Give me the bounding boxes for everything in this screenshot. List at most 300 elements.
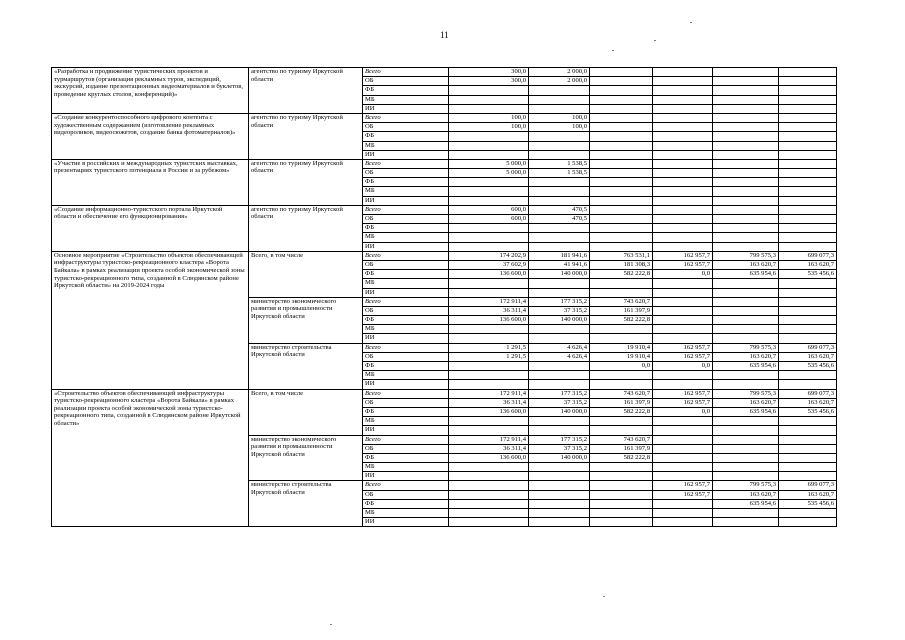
scan-speck xyxy=(654,40,656,41)
amount-cell xyxy=(529,288,590,297)
amount-cell xyxy=(449,279,529,288)
scan-speck xyxy=(690,22,692,23)
amount-cell xyxy=(449,132,529,141)
amount-cell xyxy=(529,104,590,113)
amount-cell xyxy=(590,150,653,159)
amount-cell xyxy=(713,224,779,233)
amount-cell xyxy=(779,77,837,86)
amount-cell xyxy=(653,169,713,178)
amount-cell xyxy=(449,472,529,481)
amount-cell xyxy=(590,113,653,122)
amount-cell xyxy=(449,95,529,104)
amount-cell xyxy=(779,288,837,297)
amount-cell: 163 620,7 xyxy=(713,490,779,499)
amount-cell xyxy=(529,334,590,343)
event-name-cell: «Создание конкурентоспособного цифрового контента с художественным содержанием (изготовление рекламных видеороликов, видеосюжетов, создание банка фотоматериалов)» xyxy=(52,113,249,159)
event-name-cell: «Строительство объектов обеспечивающей инфраструктуры туристско-рекреационного кластера «Ворота Байкала» в рамках реализации проекта особой экономической зоны туристско-рекреационного типа, созданной в Слюдянском районе Иркутской области» xyxy=(52,389,249,527)
amount-cell: 161 397,9 xyxy=(590,444,653,453)
funding-source-cell: МБ xyxy=(363,187,449,196)
amount-cell xyxy=(713,334,779,343)
amount-cell xyxy=(653,472,713,481)
funding-source-cell: ФБ xyxy=(363,407,449,416)
amount-cell: 535 456,6 xyxy=(779,499,837,508)
amount-cell: 0,0 xyxy=(653,362,713,371)
amount-cell xyxy=(590,518,653,527)
scan-speck xyxy=(612,50,614,51)
funding-source-cell: ФБ xyxy=(363,86,449,95)
amount-cell: 0,0 xyxy=(653,407,713,416)
amount-cell xyxy=(779,224,837,233)
amount-cell xyxy=(529,325,590,334)
amount-cell xyxy=(529,224,590,233)
funding-source-cell: ОБ xyxy=(363,169,449,178)
amount-cell xyxy=(779,68,837,77)
executor-cell: агентство по туризму Иркутской области xyxy=(249,68,363,114)
amount-cell xyxy=(713,279,779,288)
amount-cell xyxy=(653,509,713,518)
amount-cell xyxy=(590,205,653,214)
amount-cell xyxy=(713,288,779,297)
amount-cell xyxy=(653,334,713,343)
amount-cell xyxy=(779,196,837,205)
funding-source-cell: Всего xyxy=(363,68,449,77)
amount-cell: 4 626,4 xyxy=(529,352,590,361)
amount-cell: 799 575,3 xyxy=(713,343,779,352)
amount-cell xyxy=(779,205,837,214)
amount-cell: 162 957,7 xyxy=(653,481,713,490)
amount-cell xyxy=(449,518,529,527)
amount-cell xyxy=(779,279,837,288)
amount-cell xyxy=(779,306,837,315)
amount-cell: 300,0 xyxy=(449,77,529,86)
amount-cell: 162 957,7 xyxy=(653,389,713,398)
amount-cell xyxy=(590,169,653,178)
amount-cell: 37 315,2 xyxy=(529,444,590,453)
amount-cell xyxy=(653,150,713,159)
amount-cell xyxy=(653,68,713,77)
amount-cell xyxy=(653,279,713,288)
amount-cell xyxy=(653,215,713,224)
funding-source-cell: ИИ xyxy=(363,288,449,297)
amount-cell xyxy=(449,187,529,196)
amount-cell xyxy=(590,123,653,132)
amount-cell xyxy=(653,113,713,122)
amount-cell xyxy=(713,215,779,224)
amount-cell xyxy=(590,242,653,251)
amount-cell xyxy=(590,334,653,343)
amount-cell xyxy=(529,95,590,104)
amount-cell: 136 600,0 xyxy=(449,270,529,279)
amount-cell xyxy=(653,123,713,132)
amount-cell: 1 291,5 xyxy=(449,352,529,361)
amount-cell xyxy=(449,380,529,389)
amount-cell xyxy=(653,86,713,95)
amount-cell xyxy=(779,463,837,472)
amount-cell xyxy=(779,426,837,435)
executor-cell: Всего, в том числе xyxy=(249,389,363,435)
amount-cell xyxy=(653,95,713,104)
amount-cell: 0,0 xyxy=(653,270,713,279)
amount-cell xyxy=(590,417,653,426)
amount-cell xyxy=(713,178,779,187)
funding-source-cell: ФБ xyxy=(363,132,449,141)
amount-cell xyxy=(449,362,529,371)
event-name-cell: «Разработка и продвижение туристических проектов и турмаршрутов (организация рекламных туров, экспедиций, экскурсий, издание презентационных видеоматериалов и буклетов, проведение круглых столов, конференций)» xyxy=(52,68,249,114)
amount-cell: 162 957,7 xyxy=(653,251,713,260)
funding-source-cell: ФБ xyxy=(363,270,449,279)
amount-cell: 470,5 xyxy=(529,205,590,214)
amount-cell xyxy=(713,77,779,86)
amount-cell xyxy=(449,325,529,334)
amount-cell: 163 620,7 xyxy=(779,490,837,499)
amount-cell xyxy=(779,178,837,187)
amount-cell xyxy=(590,224,653,233)
amount-cell xyxy=(653,417,713,426)
amount-cell xyxy=(713,417,779,426)
amount-cell xyxy=(590,325,653,334)
amount-cell xyxy=(529,242,590,251)
amount-cell xyxy=(449,509,529,518)
amount-cell: 36 311,4 xyxy=(449,398,529,407)
amount-cell xyxy=(590,68,653,77)
amount-cell xyxy=(779,435,837,444)
amount-cell xyxy=(713,306,779,315)
amount-cell xyxy=(713,150,779,159)
amount-cell: 37 315,2 xyxy=(529,398,590,407)
funding-source-cell: ФБ xyxy=(363,224,449,233)
amount-cell xyxy=(713,472,779,481)
amount-cell xyxy=(529,518,590,527)
amount-cell: 0,0 xyxy=(590,362,653,371)
executor-cell: министерство экономического развития и промышленности Иркутской области xyxy=(249,297,363,343)
amount-cell xyxy=(713,435,779,444)
funding-source-cell: ИИ xyxy=(363,242,449,251)
amount-cell xyxy=(653,453,713,462)
amount-cell xyxy=(653,325,713,334)
amount-cell xyxy=(779,104,837,113)
amount-cell xyxy=(590,215,653,224)
amount-cell xyxy=(449,196,529,205)
funding-source-cell: Всего xyxy=(363,343,449,352)
amount-cell xyxy=(590,490,653,499)
amount-cell xyxy=(653,288,713,297)
amount-cell: 600,0 xyxy=(449,215,529,224)
funding-source-cell: МБ xyxy=(363,279,449,288)
amount-cell: 763 531,1 xyxy=(590,251,653,260)
amount-cell xyxy=(529,187,590,196)
amount-cell xyxy=(529,371,590,380)
funding-source-cell: ОБ xyxy=(363,77,449,86)
amount-cell xyxy=(529,279,590,288)
amount-cell xyxy=(713,95,779,104)
amount-cell: 300,0 xyxy=(449,68,529,77)
amount-cell xyxy=(653,316,713,325)
amount-cell xyxy=(449,178,529,187)
amount-cell: 5 000,0 xyxy=(449,159,529,168)
amount-cell: 140 000,0 xyxy=(529,270,590,279)
amount-cell xyxy=(590,472,653,481)
amount-cell xyxy=(529,86,590,95)
amount-cell xyxy=(653,444,713,453)
amount-cell: 4 626,4 xyxy=(529,343,590,352)
funding-source-cell: ФБ xyxy=(363,499,449,508)
amount-cell xyxy=(713,242,779,251)
funding-source-cell: ИИ xyxy=(363,104,449,113)
funding-source-cell: Всего xyxy=(363,205,449,214)
amount-cell: 100,0 xyxy=(449,113,529,122)
amount-cell xyxy=(653,306,713,315)
amount-cell xyxy=(449,334,529,343)
amount-cell xyxy=(653,178,713,187)
amount-cell: 1 538,5 xyxy=(529,159,590,168)
amount-cell: 582 222,8 xyxy=(590,316,653,325)
amount-cell xyxy=(590,509,653,518)
amount-cell xyxy=(713,123,779,132)
amount-cell xyxy=(779,334,837,343)
funding-source-cell: ОБ xyxy=(363,444,449,453)
table-row xyxy=(52,251,837,260)
funding-source-cell: ИИ xyxy=(363,196,449,205)
amount-cell: 100,0 xyxy=(449,123,529,132)
amount-cell xyxy=(713,132,779,141)
amount-cell xyxy=(779,325,837,334)
funding-source-cell: ФБ xyxy=(363,316,449,325)
amount-cell xyxy=(590,132,653,141)
amount-cell xyxy=(713,297,779,306)
amount-cell xyxy=(653,132,713,141)
amount-cell: 535 456,6 xyxy=(779,270,837,279)
amount-cell xyxy=(449,141,529,150)
amount-cell xyxy=(653,233,713,242)
amount-cell xyxy=(713,141,779,150)
amount-cell xyxy=(590,159,653,168)
amount-cell xyxy=(779,86,837,95)
amount-cell xyxy=(713,371,779,380)
amount-cell xyxy=(653,196,713,205)
amount-cell xyxy=(529,132,590,141)
amount-cell: 136 600,0 xyxy=(449,407,529,416)
amount-cell xyxy=(449,371,529,380)
funding-source-cell: Всего xyxy=(363,435,449,444)
amount-cell: 19 910,4 xyxy=(590,352,653,361)
amount-cell: 172 911,4 xyxy=(449,389,529,398)
table-row xyxy=(52,389,837,398)
page-number: 11 xyxy=(440,30,449,40)
funding-source-cell: Всего xyxy=(363,159,449,168)
amount-cell: 163 620,7 xyxy=(713,398,779,407)
amount-cell xyxy=(713,325,779,334)
amount-cell xyxy=(653,463,713,472)
funding-source-cell: ФБ xyxy=(363,178,449,187)
amount-cell xyxy=(590,463,653,472)
amount-cell: 181 941,6 xyxy=(529,251,590,260)
amount-cell xyxy=(529,472,590,481)
amount-cell xyxy=(529,417,590,426)
amount-cell: 140 000,0 xyxy=(529,316,590,325)
funding-source-cell: ИИ xyxy=(363,150,449,159)
amount-cell xyxy=(529,233,590,242)
amount-cell: 582 222,8 xyxy=(590,453,653,462)
amount-cell xyxy=(449,288,529,297)
amount-cell: 163 620,7 xyxy=(779,398,837,407)
amount-cell xyxy=(779,113,837,122)
amount-cell xyxy=(449,242,529,251)
funding-source-cell: ОБ xyxy=(363,352,449,361)
amount-cell: 635 954,6 xyxy=(713,362,779,371)
amount-cell: 582 222,8 xyxy=(590,270,653,279)
amount-cell xyxy=(529,362,590,371)
amount-cell: 140 000,0 xyxy=(529,407,590,416)
amount-cell: 1 291,5 xyxy=(449,343,529,352)
amount-cell xyxy=(590,233,653,242)
amount-cell xyxy=(653,141,713,150)
amount-cell xyxy=(590,95,653,104)
amount-cell xyxy=(713,463,779,472)
funding-source-cell: ИИ xyxy=(363,426,449,435)
funding-source-cell: ОБ xyxy=(363,490,449,499)
amount-cell xyxy=(529,150,590,159)
amount-cell: 140 000,0 xyxy=(529,453,590,462)
amount-cell: 162 957,7 xyxy=(653,260,713,269)
amount-cell: 36 311,4 xyxy=(449,444,529,453)
amount-cell: 535 456,6 xyxy=(779,362,837,371)
amount-cell xyxy=(779,233,837,242)
amount-cell xyxy=(653,499,713,508)
amount-cell xyxy=(590,371,653,380)
amount-cell xyxy=(590,141,653,150)
amount-cell: 743 620,7 xyxy=(590,389,653,398)
amount-cell: 635 954,6 xyxy=(713,270,779,279)
amount-cell xyxy=(653,435,713,444)
amount-cell xyxy=(779,371,837,380)
amount-cell xyxy=(779,472,837,481)
funding-source-cell: ИИ xyxy=(363,334,449,343)
funding-source-cell: Всего xyxy=(363,113,449,122)
amount-cell xyxy=(653,159,713,168)
amount-cell: 162 957,7 xyxy=(653,398,713,407)
amount-cell xyxy=(449,499,529,508)
amount-cell: 163 620,7 xyxy=(779,352,837,361)
funding-source-cell: ФБ xyxy=(363,362,449,371)
amount-cell xyxy=(779,123,837,132)
amount-cell: 162 957,7 xyxy=(653,490,713,499)
amount-cell xyxy=(779,444,837,453)
funding-source-cell: ФБ xyxy=(363,453,449,462)
amount-cell xyxy=(713,159,779,168)
amount-cell xyxy=(713,104,779,113)
amount-cell xyxy=(779,215,837,224)
amount-cell xyxy=(779,509,837,518)
amount-cell xyxy=(590,380,653,389)
amount-cell xyxy=(529,426,590,435)
funding-source-cell: ОБ xyxy=(363,306,449,315)
amount-cell xyxy=(653,380,713,389)
funding-source-cell: МБ xyxy=(363,509,449,518)
executor-cell: агентство по туризму Иркутской области xyxy=(249,205,363,251)
amount-cell: 635 954,6 xyxy=(713,499,779,508)
amount-cell: 37 602,9 xyxy=(449,260,529,269)
amount-cell: 699 077,3 xyxy=(779,389,837,398)
amount-cell: 799 575,3 xyxy=(713,389,779,398)
amount-cell xyxy=(590,178,653,187)
table-row xyxy=(52,205,837,214)
amount-cell xyxy=(449,426,529,435)
amount-cell xyxy=(713,196,779,205)
amount-cell: 470,5 xyxy=(529,215,590,224)
amount-cell xyxy=(449,150,529,159)
amount-cell xyxy=(713,509,779,518)
amount-cell: 161 397,9 xyxy=(590,306,653,315)
amount-cell xyxy=(713,444,779,453)
funding-source-cell: ОБ xyxy=(363,215,449,224)
amount-cell: 181 308,3 xyxy=(590,260,653,269)
amount-cell xyxy=(590,86,653,95)
table-row xyxy=(52,113,837,122)
amount-cell xyxy=(653,205,713,214)
amount-cell: 5 000,0 xyxy=(449,169,529,178)
amount-cell xyxy=(590,499,653,508)
amount-cell xyxy=(653,371,713,380)
amount-cell: 136 600,0 xyxy=(449,453,529,462)
amount-cell xyxy=(590,481,653,490)
funding-source-cell: Всего xyxy=(363,389,449,398)
amount-cell: 41 941,6 xyxy=(529,260,590,269)
amount-cell: 635 954,6 xyxy=(713,407,779,416)
funding-source-cell: МБ xyxy=(363,141,449,150)
amount-cell xyxy=(713,316,779,325)
executor-cell: агентство по туризму Иркутской области xyxy=(249,159,363,205)
amount-cell xyxy=(529,141,590,150)
amount-cell xyxy=(779,417,837,426)
amount-cell: 100,0 xyxy=(529,123,590,132)
amount-cell xyxy=(653,297,713,306)
scan-speck xyxy=(603,596,605,597)
executor-cell: министерство строительства Иркутской области xyxy=(249,481,363,527)
amount-cell xyxy=(449,233,529,242)
table-row xyxy=(52,159,837,168)
amount-cell xyxy=(590,426,653,435)
amount-cell: 699 077,3 xyxy=(779,251,837,260)
amount-cell: 163 620,7 xyxy=(779,260,837,269)
amount-cell xyxy=(779,141,837,150)
amount-cell xyxy=(653,242,713,251)
amount-cell xyxy=(713,169,779,178)
amount-cell: 177 315,2 xyxy=(529,435,590,444)
amount-cell: 172 911,4 xyxy=(449,435,529,444)
amount-cell xyxy=(590,77,653,86)
funding-source-cell: МБ xyxy=(363,463,449,472)
amount-cell xyxy=(449,104,529,113)
amount-cell xyxy=(779,316,837,325)
amount-cell xyxy=(529,481,590,490)
amount-cell: 177 315,2 xyxy=(529,297,590,306)
amount-cell xyxy=(779,453,837,462)
amount-cell xyxy=(590,187,653,196)
amount-cell xyxy=(713,205,779,214)
amount-cell: 163 620,7 xyxy=(713,260,779,269)
amount-cell: 535 456,6 xyxy=(779,407,837,416)
amount-cell xyxy=(590,104,653,113)
table-row xyxy=(52,68,837,77)
funding-source-cell: МБ xyxy=(363,233,449,242)
amount-cell xyxy=(779,297,837,306)
executor-cell: Всего, в том числе xyxy=(249,251,363,297)
amount-cell xyxy=(779,242,837,251)
funding-source-cell: Всего xyxy=(363,481,449,490)
amount-cell: 799 575,3 xyxy=(713,251,779,260)
amount-cell xyxy=(713,68,779,77)
amount-cell: 100,0 xyxy=(529,113,590,122)
